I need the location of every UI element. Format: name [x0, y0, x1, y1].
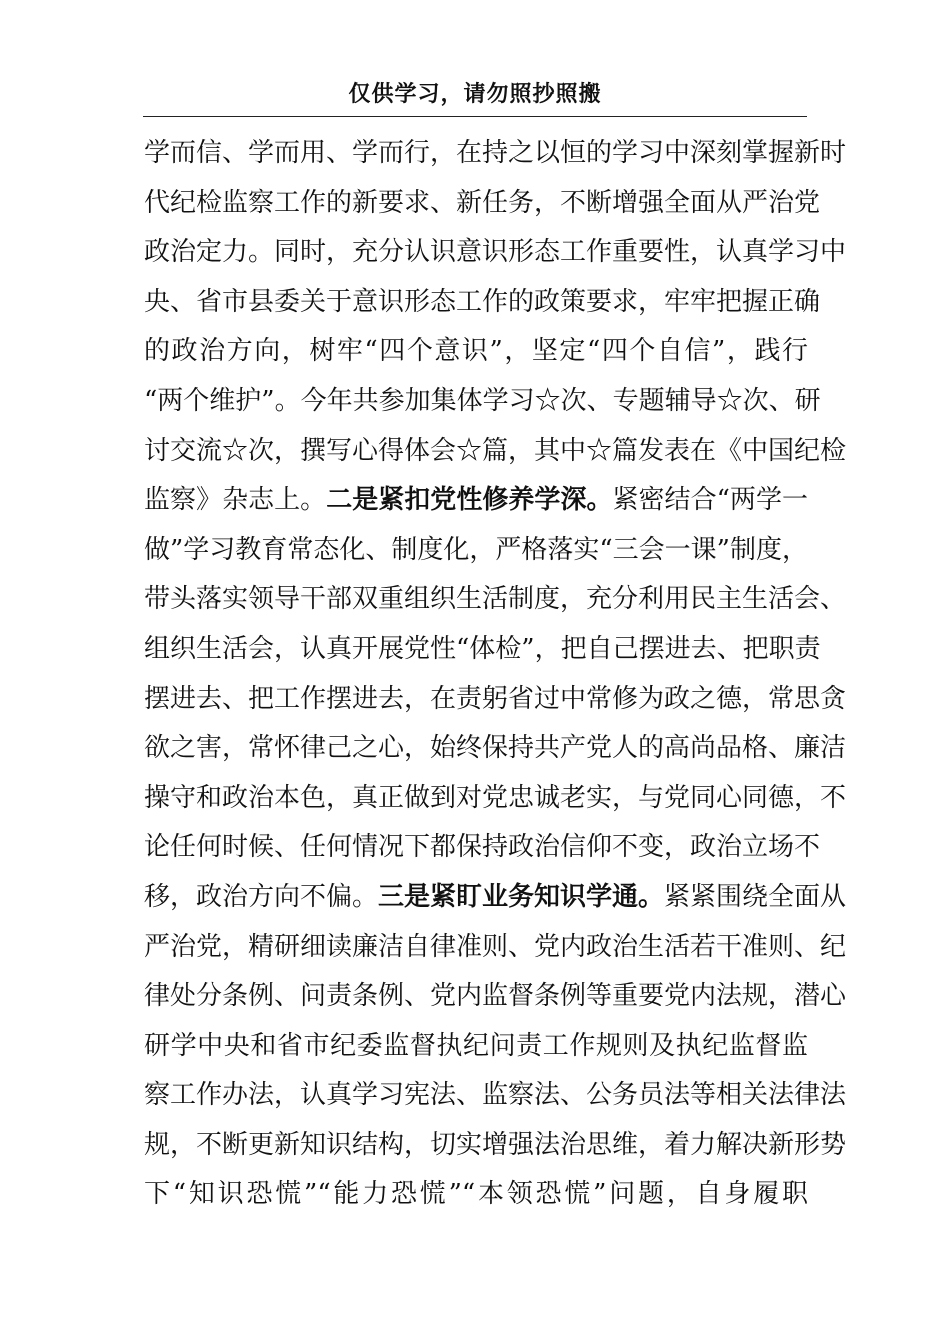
body-line	[144, 1071, 847, 1121]
paragraph-text: 代纪检监察工作的新要求、新任务，不断增强全面从严治党	[144, 187, 821, 218]
body-line	[144, 972, 847, 1022]
body-line	[144, 923, 847, 973]
body-line	[144, 1170, 808, 1220]
paragraph-text: 研学中央和省市纪委监督执纪问责工作规则及执纪监督监	[144, 1030, 808, 1061]
paragraph-text: 规，不断更新知识结构，切实增强法治思维，着力解决新形势	[144, 1129, 847, 1160]
body-line	[144, 278, 821, 328]
bold-heading-text: 三是紧盯业务知识学通。	[378, 881, 665, 912]
body-line	[144, 873, 847, 923]
paragraph-text: 摆进去、把工作摆进去，在责躬省过中常修为政之德，常思贪	[144, 683, 847, 714]
body-line	[144, 823, 821, 873]
paragraph-text: 的政治方向，树牢“四个意识”，坚定“四个自信”，践行	[144, 336, 808, 367]
body-line	[144, 774, 847, 824]
body-line	[144, 476, 808, 526]
paragraph-text: 欲之害，常怀律己之心，始终保持共产党人的高尚品格、廉洁	[144, 733, 847, 764]
body-line	[144, 427, 847, 477]
body-line	[144, 526, 808, 576]
body-line	[144, 377, 821, 427]
body-line	[144, 625, 821, 675]
paragraph-text: 论任何时候、任何情况下都保持政治信仰不变，政治立场不	[144, 832, 821, 863]
paragraph-text: 带头落实领导干部双重组织生活制度，充分利用民主生活会、	[144, 584, 847, 615]
bold-heading-text: 二是紧扣党性修养学深。	[326, 485, 613, 516]
document-body	[144, 129, 847, 1220]
paragraph-text: 学而信、学而用、学而行，在持之以恒的学习中深刻掌握新时	[144, 138, 847, 168]
paragraph-text: 移，政治方向不偏。	[144, 881, 379, 912]
paragraph-text: 讨交流☆次，撰写心得体会☆篇，其中☆篇发表在《中国纪检	[144, 435, 847, 466]
paragraph-text: 紧密结合“两学一	[612, 485, 808, 516]
paragraph-text: 做”学习教育常态化、制度化，严格落实“三会一课”制度，	[144, 534, 808, 565]
paragraph-text: 政治定力。同时，充分认识意识形态工作重要性，认真学习中	[144, 237, 847, 268]
paragraph-text: 察工作办法，认真学习宪法、监察法、公务员法等相关法律法	[144, 1080, 847, 1111]
paragraph-text: 律处分条例、问责条例、党内监督条例等重要党内法规，潜心	[144, 981, 847, 1012]
paragraph-text: 央、省市县委关于意识形态工作的政策要求，牢牢把握正确	[144, 286, 821, 317]
body-line	[144, 179, 821, 229]
body-line	[144, 1121, 847, 1171]
body-line	[144, 129, 847, 179]
body-line	[144, 228, 847, 278]
body-line	[144, 1022, 808, 1072]
header-divider	[143, 116, 807, 117]
paragraph-text: 紧紧围绕全面从	[664, 881, 847, 912]
paragraph-text: 严治党，精研细读廉洁自律准则、党内政治生活若干准则、纪	[144, 931, 847, 962]
body-line	[144, 724, 847, 774]
paragraph-text: 监察》杂志上。	[144, 485, 327, 516]
page-header-title: 仅供学习，请勿照抄照搬	[348, 82, 602, 107]
paragraph-text: “两个维护”。今年共参加集体学习☆次、专题辅导☆次、研	[144, 385, 821, 416]
body-line	[144, 575, 847, 625]
body-line	[144, 327, 808, 377]
paragraph-text: 组织生活会，认真开展党性“体检”，把自己摆进去、把职责	[144, 633, 821, 664]
paragraph-text: 操守和政治本色，真正做到对党忠诚老实，与党同心同德，不	[144, 782, 847, 813]
paragraph-text: 下“知识恐慌”“能力恐慌”“本领恐慌”问题，自身履职	[144, 1179, 808, 1210]
body-line	[144, 675, 847, 725]
